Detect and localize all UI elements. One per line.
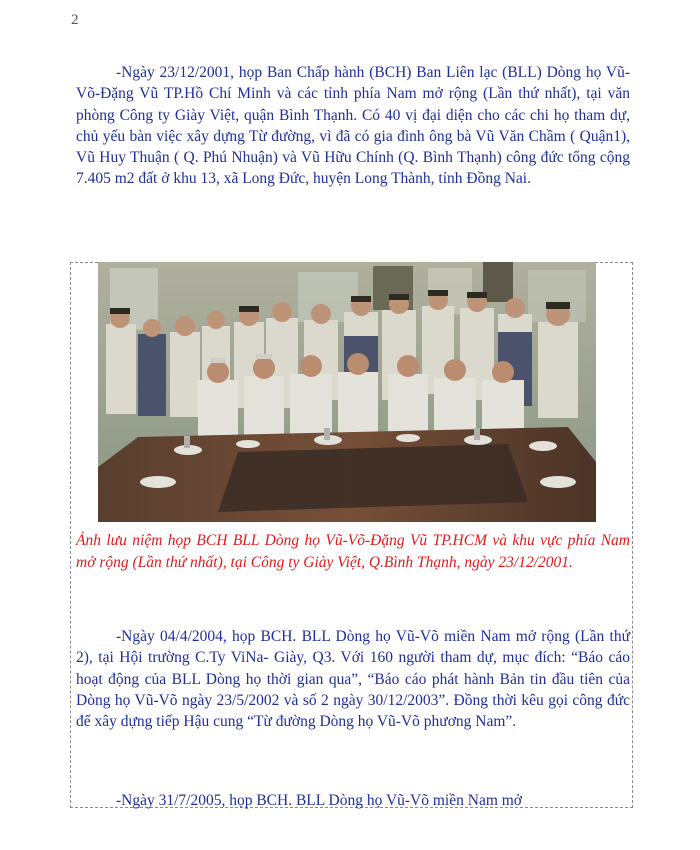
paragraph-meeting-2004: -Ngày 04/4/2004, họp BCH. BLL Dòng họ Vũ-Võ miền Nam mở rộng (Lần thứ 2), tại Hội trường C.Ty ViNa- Giày, Q3. Với 160 người tham dự, mục đích: “Báo cáo hoạt động của BLL Dòng họ thời gian qua”, “Báo cáo phát hành Bản tin đầu tiên của Dòng họ Vũ-Võ ngày 23/5/2002 và số 2 ngày 30/12/2003”. Đồng thời kêu gọi công đức để xây dựng tiếp Hậu cung “Từ đường Dòng họ Vũ-Võ phương Nam”. bbox=[76, 628, 630, 731]
paragraph-meeting-2001: -Ngày 23/12/2001, họp Ban Chấp hành (BCH) Ban Liên lạc (BLL) Dòng họ Vũ-Võ-Đặng Vũ TP.Hồ Chí Minh và các tỉnh phía Nam mở rộng (Lần thứ nhất), tại văn phòng Công ty Giày Việt, quận Bình Thạnh. Có 40 vị đại diện cho các chi họ tham dự, chủ yếu bàn việc xây dựng Từ đường, vì đã có gia đình ông bà Vũ Văn Chầm ( Quận1), Vũ Huy Thuận ( Q. Phú Nhuận) và Vũ Hữu Chính (Q. Bình Thạnh) công đức tổng cộng 7.405 m2 đất ở khu 13, xã Long Đức, huyện Long Thành, tỉnh Đồng Nai. bbox=[76, 64, 630, 188]
page-number: 2 bbox=[71, 12, 79, 28]
paragraph-meeting-2005: -Ngày 31/7/2005, họp BCH. BLL Dòng họ Vũ-Võ miền Nam mở bbox=[116, 792, 523, 809]
photo-caption: Ảnh lưu niệm họp BCH BLL Dòng họ Vũ-Võ-Đặng Vũ TP.HCM và khu vực phía Nam mở rộng (Lần thứ nhất), tại Công ty Giày Việt, Q.Bình Thạnh, ngày 23/12/2001. bbox=[76, 532, 630, 571]
group-photo bbox=[98, 262, 596, 522]
